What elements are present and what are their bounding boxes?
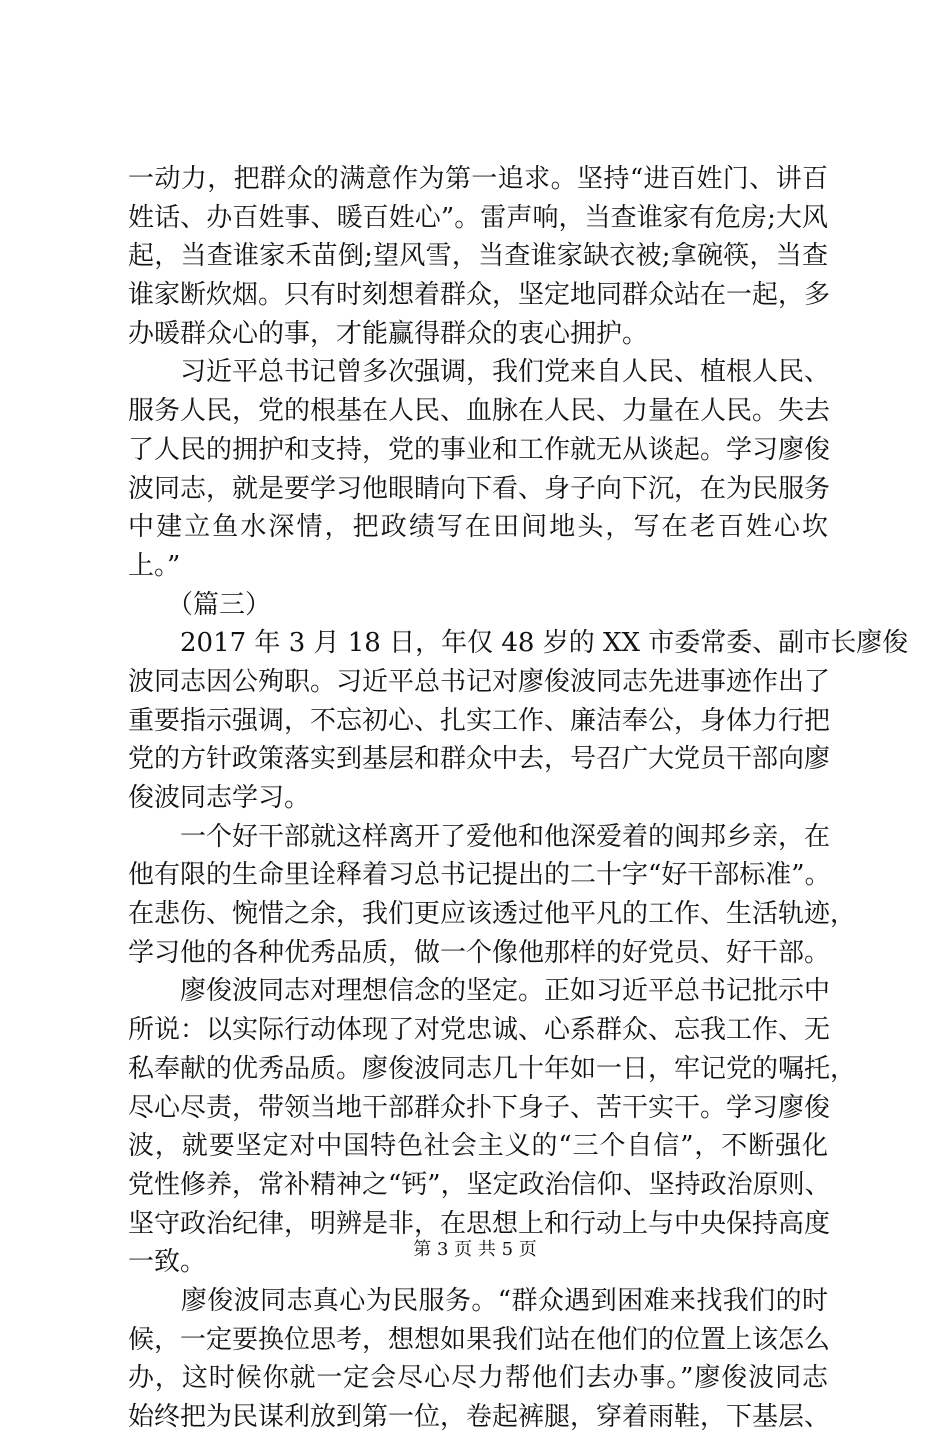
text-line: 候，一定要换位思考，想想如果我们站在他们的位置上该怎么 bbox=[128, 1324, 831, 1355]
text-line: 一个好干部就这样离开了爱他和他深爱着的闽邦乡亲，在 bbox=[128, 821, 831, 852]
text-line: 了人民的拥护和支持，党的事业和工作就无从谈起。学习廖俊 bbox=[128, 434, 831, 465]
text-line: 习近平总书记曾多次强调，我们党来自人民、植根人民、 bbox=[128, 357, 831, 388]
text-line: 私奉献的优秀品质。廖俊波同志几十年如一日，牢记党的嘱托， bbox=[128, 1053, 857, 1084]
text-line: 在悲伤、惋惜之余，我们更应该透过他平凡的工作、生活轨迹， bbox=[128, 899, 857, 930]
text-line: 中建立鱼水深情，把政绩写在田间地头，写在老百姓心坎 bbox=[128, 512, 828, 543]
page-footer bbox=[0, 1238, 950, 1262]
text-line: 一致。 bbox=[128, 1247, 207, 1278]
text-line: 起，当查谁家禾苗倒;望风雪，当查谁家缺衣被;拿碗筷，当查 bbox=[128, 241, 828, 272]
page-number-label: 第 3 页 共 5 页 bbox=[413, 1239, 537, 1260]
text-line: 尽心尽责，带领当地干部群众扑下身子、苦干实干。学习廖俊 bbox=[128, 1092, 831, 1123]
text-line: 波，就要坚定对中国特色社会主义的“三个自信”，不断强化 bbox=[128, 1131, 828, 1162]
text-line: 他有限的生命里诠释着习总书记提出的二十字“好干部标准”。 bbox=[128, 860, 831, 891]
text-line: 重要指示强调，不忘初心、扎实工作、廉洁奉公，身体力行把 bbox=[128, 705, 831, 736]
text-line: 党的方针政策落实到基层和群众中去，号召广大党员干部向廖 bbox=[128, 744, 831, 775]
text-line: 办暖群众心的事，才能赢得群众的衷心拥护。 bbox=[128, 318, 649, 349]
text-line: 学习他的各种优秀品质，做一个像他那样的好党员、好干部。 bbox=[128, 937, 831, 968]
text-line: 俊波同志学习。 bbox=[128, 783, 311, 813]
text-line: 所说：以实际行动体现了对党忠诚、心系群众、忘我工作、无 bbox=[128, 1015, 831, 1046]
text-line: 一动力，把群众的满意作为第一追求。坚持“进百姓门、讲百 bbox=[128, 164, 828, 194]
text-line: 廖俊波同志真心为民服务。“群众遇到困难来找我们的时 bbox=[128, 1285, 828, 1316]
text-line: 党性修养，常补精神之“钙”，坚定政治信仰、坚持政治原则、 bbox=[128, 1169, 831, 1200]
text-line: 波同志，就是要学习他眼睛向下看、身子向下沉，在为民服务 bbox=[128, 473, 831, 504]
text-line: 服务人民，党的根基在人民、血脉在人民、力量在人民。失去 bbox=[128, 396, 831, 427]
text-line: 廖俊波同志对理想信念的坚定。正如习近平总书记批示中 bbox=[128, 976, 831, 1007]
text-line: 始终把为民谋利放到第一位，卷起裤腿，穿着雨鞋，下基层、 bbox=[128, 1402, 831, 1432]
text-line: 姓话、办百姓事、暖百姓心”。雷声响，当查谁家有危房;大风 bbox=[128, 202, 828, 233]
text-line: （篇三） bbox=[128, 589, 272, 620]
text-line: 坚守政治纪律，明辨是非，在思想上和行动上与中央保持高度 bbox=[128, 1208, 831, 1239]
text-line: 谁家断炊烟。只有时刻想着群众，坚定地同群众站在一起，多 bbox=[128, 280, 831, 311]
text-line: 2017 年 3 月 18 日，年仅 48 岁的 XX 市委常委、副市长廖俊 bbox=[128, 628, 909, 659]
text-line: 上。” bbox=[128, 550, 181, 581]
text-line: 波同志因公殉职。习近平总书记对廖俊波同志先进事迹作出了 bbox=[128, 666, 831, 697]
text-line: 办，这时候你就一定会尽心尽力帮他们去办事。”廖俊波同志 bbox=[128, 1363, 828, 1394]
